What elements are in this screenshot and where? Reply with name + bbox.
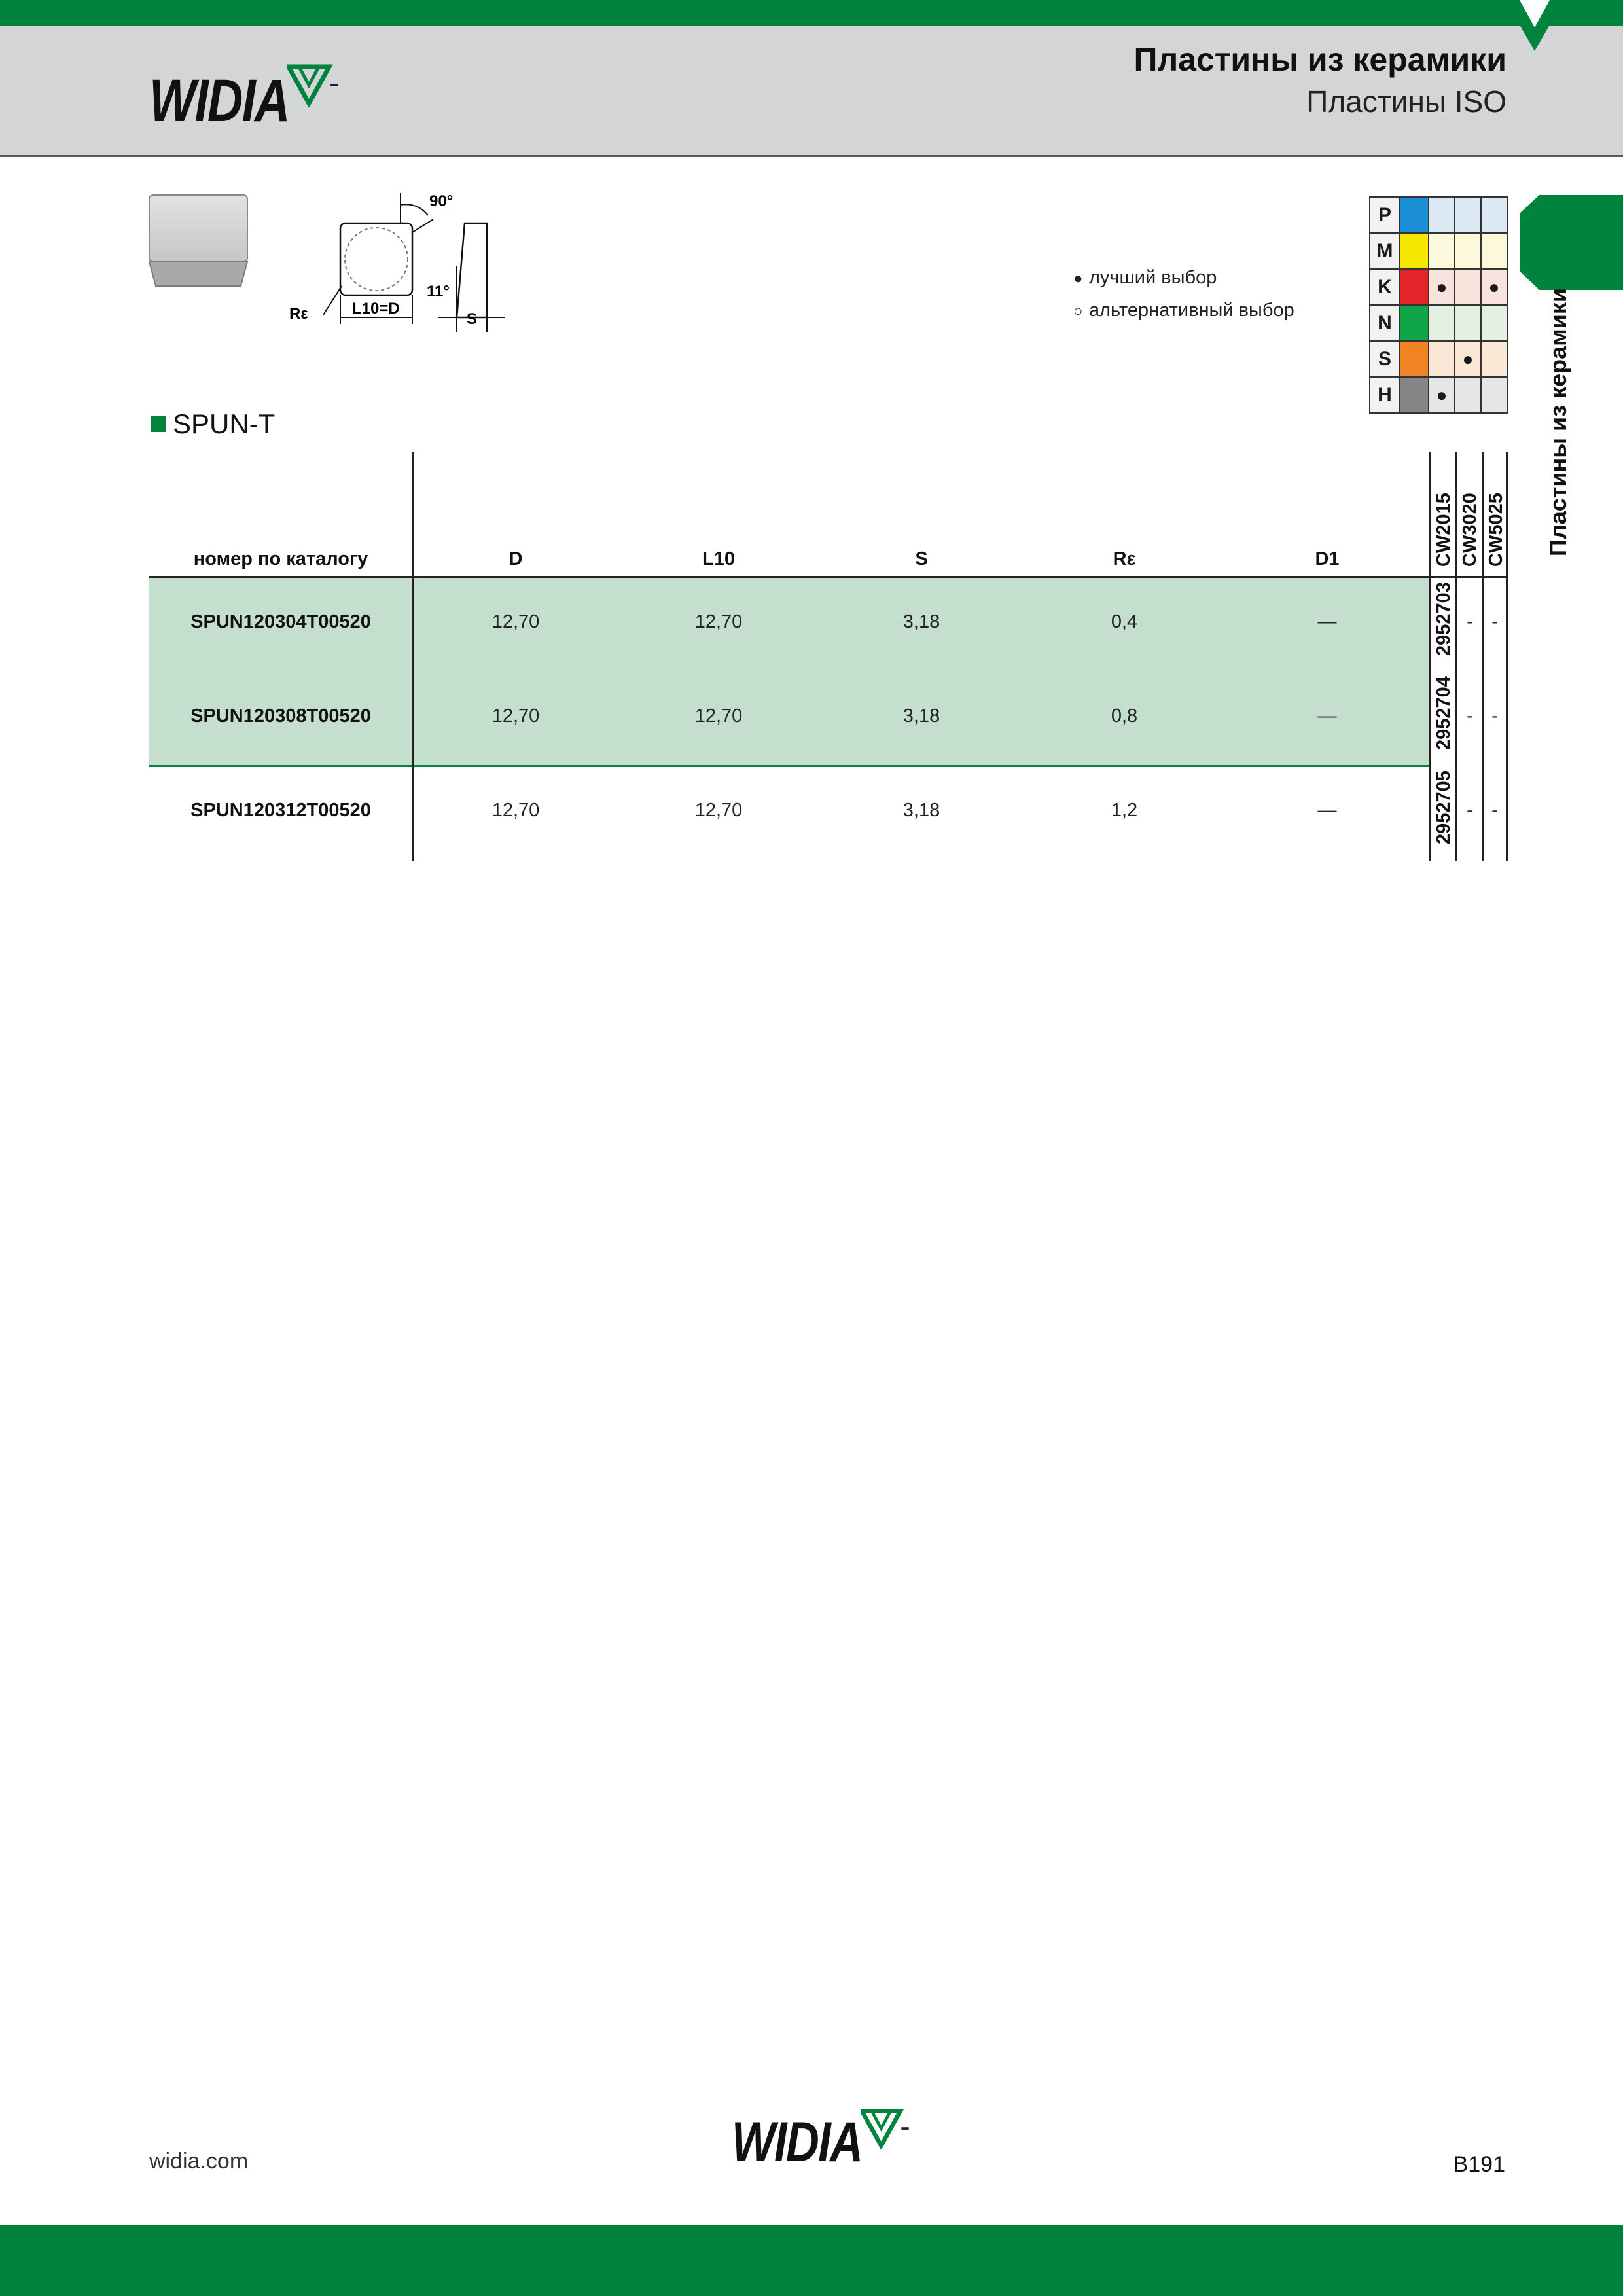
row-1-catalog: SPUN120304T00520 bbox=[190, 611, 371, 632]
material-color-swatch bbox=[1400, 197, 1429, 233]
row-3-d: 12,70 bbox=[491, 800, 540, 821]
side-tab-icon bbox=[1520, 195, 1623, 290]
row-2-d: 12,70 bbox=[491, 706, 540, 726]
material-letter: H bbox=[1370, 377, 1400, 413]
material-color-swatch bbox=[1400, 377, 1429, 413]
widia-triangle-footer-icon bbox=[861, 2109, 910, 2149]
header-title: Пластины из керамики bbox=[1133, 41, 1507, 78]
header-logo-text: WIDIA bbox=[149, 67, 289, 134]
widia-triangle-icon bbox=[287, 64, 340, 107]
row-2-catalog: SPUN120308T00520 bbox=[190, 706, 371, 726]
row-3-l10: 12,70 bbox=[694, 800, 743, 821]
legend-alternative: ○ альтернативный выбор bbox=[1073, 295, 1294, 327]
material-grade-cell bbox=[1455, 377, 1481, 413]
radius-label: Rε bbox=[289, 305, 308, 323]
length-label: L10=D bbox=[352, 300, 400, 317]
material-grade-cell bbox=[1429, 305, 1455, 341]
row-1-d1: — bbox=[1317, 611, 1337, 632]
material-letter: P bbox=[1370, 197, 1400, 233]
col-header-d1: D1 bbox=[1315, 548, 1340, 569]
row-2-d1: — bbox=[1317, 706, 1337, 726]
legend bbox=[1073, 262, 1294, 327]
row-3-code-cw2015: 2952705 bbox=[1433, 770, 1454, 844]
col-header-catalog: номер по каталогу bbox=[193, 548, 368, 569]
material-row-m bbox=[1370, 233, 1507, 269]
col-header-l10: L10 bbox=[702, 548, 735, 569]
highlight-band bbox=[149, 577, 1429, 767]
material-row-s bbox=[1370, 341, 1507, 377]
row-3-code-cw5025: - bbox=[1491, 800, 1498, 821]
insert-dimension-drawing bbox=[281, 187, 517, 334]
section-square-icon bbox=[151, 416, 166, 432]
row-2-code-cw2015: 2952704 bbox=[1433, 676, 1454, 750]
material-grade-cell: ● bbox=[1481, 269, 1507, 305]
angle-top-label: 90° bbox=[429, 192, 454, 210]
material-grade-cell bbox=[1455, 305, 1481, 341]
grade-header-cw5025: CW5025 bbox=[1486, 493, 1507, 567]
page-number: B191 bbox=[1453, 2152, 1505, 2177]
material-grade-cell bbox=[1429, 197, 1455, 233]
material-letter: M bbox=[1370, 233, 1400, 269]
row-1-r: 0,4 bbox=[1111, 611, 1138, 632]
material-grade-cell bbox=[1481, 341, 1507, 377]
row-3-d1: — bbox=[1317, 800, 1337, 821]
material-row-h bbox=[1370, 377, 1507, 413]
grade-divider-1 bbox=[1429, 452, 1431, 861]
side-tab-label: Пластины из керамики bbox=[1544, 287, 1571, 556]
material-grade-cell: ● bbox=[1455, 341, 1481, 377]
legend-best: ● лучший выбор bbox=[1073, 262, 1294, 295]
footer-bar bbox=[0, 2225, 1623, 2296]
footer-logo[interactable] bbox=[732, 2111, 910, 2174]
footer-logo-text: WIDIA bbox=[732, 2111, 863, 2174]
grade-divider-2 bbox=[1455, 452, 1457, 861]
material-row-k bbox=[1370, 269, 1507, 305]
row-3-s: 3,18 bbox=[902, 800, 940, 821]
material-color-swatch bbox=[1400, 233, 1429, 269]
material-grade-cell bbox=[1455, 269, 1481, 305]
material-color-swatch bbox=[1400, 341, 1429, 377]
row-2-s: 3,18 bbox=[902, 706, 940, 726]
product-table bbox=[149, 452, 1508, 861]
row-1-code-cw2015: 2952703 bbox=[1433, 582, 1454, 656]
header-rule bbox=[149, 576, 1508, 578]
row-2-code-cw3020: - bbox=[1467, 706, 1473, 726]
grade-header-cw2015: CW2015 bbox=[1433, 493, 1454, 567]
material-row-n bbox=[1370, 305, 1507, 341]
header-notch-icon bbox=[1505, 0, 1564, 52]
col-header-r: Rε bbox=[1113, 548, 1136, 569]
footer-url-link[interactable]: widia.com bbox=[149, 2149, 249, 2174]
open-circle-icon: ○ bbox=[1073, 302, 1083, 320]
angle-side-label: 11° bbox=[427, 283, 450, 300]
row-2-l10: 12,70 bbox=[694, 706, 743, 726]
material-grade-cell bbox=[1455, 233, 1481, 269]
material-grade-cell bbox=[1429, 341, 1455, 377]
row-2-r: 0,8 bbox=[1111, 706, 1138, 726]
material-row-p bbox=[1370, 197, 1507, 233]
col-header-s: S bbox=[915, 548, 928, 569]
col-header-d: D bbox=[508, 548, 523, 569]
filled-circle-icon: ● bbox=[1073, 270, 1083, 287]
material-grade-cell bbox=[1481, 305, 1507, 341]
material-letter: S bbox=[1370, 341, 1400, 377]
material-grade-cell bbox=[1481, 377, 1507, 413]
material-color-swatch bbox=[1400, 305, 1429, 341]
material-color-swatch bbox=[1400, 269, 1429, 305]
top-stripe bbox=[0, 0, 1623, 26]
material-letter: N bbox=[1370, 305, 1400, 341]
material-grade-cell bbox=[1429, 233, 1455, 269]
row-3-r: 1,2 bbox=[1111, 800, 1138, 821]
row-1-d: 12,70 bbox=[491, 611, 540, 632]
material-group-grid bbox=[1369, 196, 1508, 414]
header-subtitle: Пластины ISO bbox=[1306, 84, 1507, 118]
row-1-code-cw3020: - bbox=[1467, 611, 1473, 632]
row-3-catalog: SPUN120312T00520 bbox=[190, 800, 371, 821]
row-1-l10: 12,70 bbox=[694, 611, 743, 632]
grade-header-cw3020: CW3020 bbox=[1459, 493, 1480, 567]
material-grade-cell bbox=[1481, 233, 1507, 269]
material-grade-cell: ● bbox=[1429, 377, 1455, 413]
thickness-label: S bbox=[467, 310, 478, 328]
header-logo[interactable] bbox=[149, 67, 340, 134]
row-1-code-cw5025: - bbox=[1491, 611, 1498, 632]
row-1-s: 3,18 bbox=[902, 611, 940, 632]
material-letter: K bbox=[1370, 269, 1400, 305]
material-grade-cell bbox=[1455, 197, 1481, 233]
material-grade-cell: ● bbox=[1429, 269, 1455, 305]
section-title: SPUN-T bbox=[173, 408, 276, 439]
material-grade-cell bbox=[1481, 197, 1507, 233]
insert-photo-icon bbox=[147, 193, 249, 289]
row-2-code-cw5025: - bbox=[1491, 706, 1498, 726]
row-3-code-cw3020: - bbox=[1467, 800, 1473, 821]
